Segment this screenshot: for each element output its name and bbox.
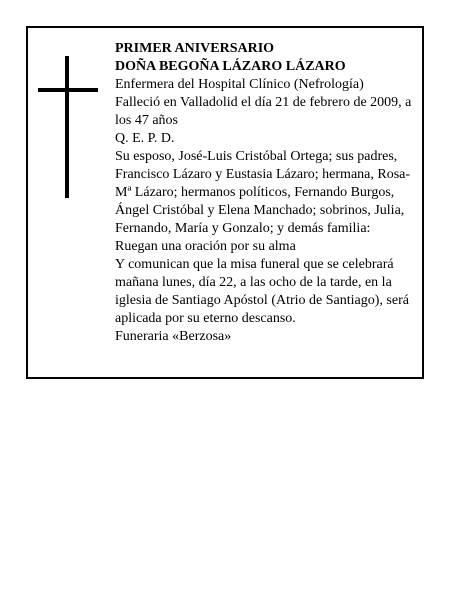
- death-info: Falleció en Valladolid el día 21 de febrero de 2009, a los 47 años: [115, 95, 412, 128]
- cross-icon: [38, 56, 98, 198]
- qepd: Q. E. P. D.: [115, 131, 175, 146]
- obituary-notice: [26, 26, 424, 379]
- occupation: Enfermera del Hospital Clínico (Nefrología): [115, 77, 364, 92]
- family-list: Su esposo, José-Luis Cristóbal Ortega; sus padres, Francisco Lázaro y Eustasia Lázaro; hermana, Rosa-Mª Lázaro; hermanos políticos, Fernando Burgos, Ángel Cristóbal y Elena Manchado; sobrinos, Julia, Fernando, María y Gonzalo; y demás familia:: [115, 149, 411, 236]
- cross-vertical-bar: [65, 56, 69, 198]
- prayer-request: Ruegan una oración por su alma: [115, 239, 296, 254]
- notice-heading: PRIMER ANIVERSARIO: [115, 41, 275, 56]
- funeral-home: Funeraria «Berzosa»: [115, 329, 232, 344]
- mass-info: Y comunican que la misa funeral que se celebrará mañana lunes, día 22, a las ocho de la tarde, en la iglesia de Santiago Apóstol (Atrio de Santiago), será aplicada por su eterno descanso.: [115, 257, 409, 326]
- notice-content: [115, 40, 425, 346]
- deceased-name: DOÑA BEGOÑA LÁZARO LÁZARO: [115, 59, 346, 74]
- cross-horizontal-bar: [38, 88, 98, 92]
